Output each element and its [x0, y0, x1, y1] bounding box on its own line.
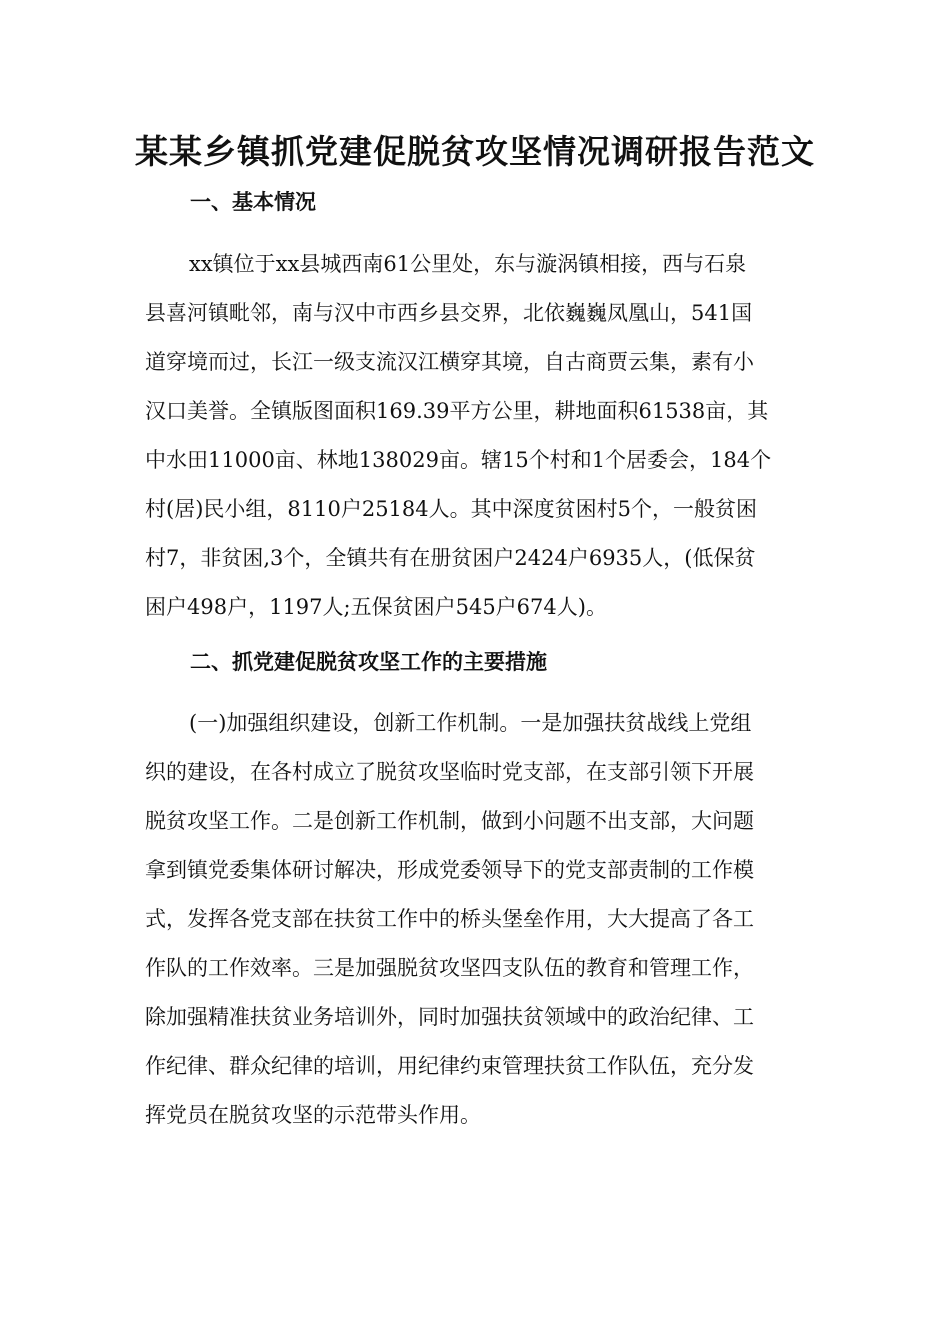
section-heading-basic-situation: 一、基本情况	[190, 190, 316, 214]
paragraph-line: 中水田11000亩、林地138029亩。辖15个村和1个居委会，184个	[145, 448, 772, 472]
paragraph-line: 汉口美誉。全镇版图面积169.39平方公里，耕地面积61538亩，其	[145, 399, 769, 423]
paragraph-line: 道穿境而过，长江一级支流汉江横穿其境，自古商贾云集，素有小	[145, 350, 754, 374]
paragraph-line: 困户498户，1197人;五保贫困户545户674人)。	[145, 595, 607, 619]
paragraph-line: 作纪律、群众纪律的培训，用纪律约束管理扶贫工作队伍，充分发	[145, 1054, 754, 1078]
paragraph-line: 村(居)民小组，8110户25184人。其中深度贫困村5个，一般贫困	[145, 497, 757, 521]
paragraph-line: 村7，非贫困,3个，全镇共有在册贫困户2424户6935人，(低保贫	[145, 546, 756, 570]
paragraph-line: xx镇位于xx县城西南61公里处，东与漩涡镇相接，西与石泉	[189, 252, 747, 276]
paragraph-line: (一)加强组织建设，创新工作机制。一是加强扶贫战线上党组	[189, 711, 752, 735]
paragraph-main-measures	[145, 699, 805, 1140]
paragraph-line: 脱贫攻坚工作。二是创新工作机制，做到小问题不出支部，大问题	[145, 809, 754, 833]
paragraph-basic-situation	[145, 240, 805, 632]
paragraph-line: 织的建设，在各村成立了脱贫攻坚临时党支部，在支部引领下开展	[145, 760, 754, 784]
document-title: 某某乡镇抓党建促脱贫攻坚情况调研报告范文	[135, 132, 815, 171]
paragraph-line: 县喜河镇毗邻，南与汉中市西乡县交界，北依巍巍凤凰山，541国	[145, 301, 753, 325]
paragraph-line: 除加强精准扶贫业务培训外，同时加强扶贫领域中的政治纪律、工	[145, 1005, 754, 1029]
paragraph-line: 拿到镇党委集体研讨解决，形成党委领导下的党支部责制的工作模	[145, 858, 754, 882]
paragraph-line: 作队的工作效率。三是加强脱贫攻坚四支队伍的教育和管理工作，	[145, 956, 754, 980]
section-heading-main-measures: 二、抓党建促脱贫攻坚工作的主要措施	[190, 650, 547, 674]
paragraph-line: 挥党员在脱贫攻坚的示范带头作用。	[145, 1103, 481, 1127]
paragraph-line: 式，发挥各党支部在扶贫工作中的桥头堡垒作用，大大提高了各工	[145, 907, 754, 931]
